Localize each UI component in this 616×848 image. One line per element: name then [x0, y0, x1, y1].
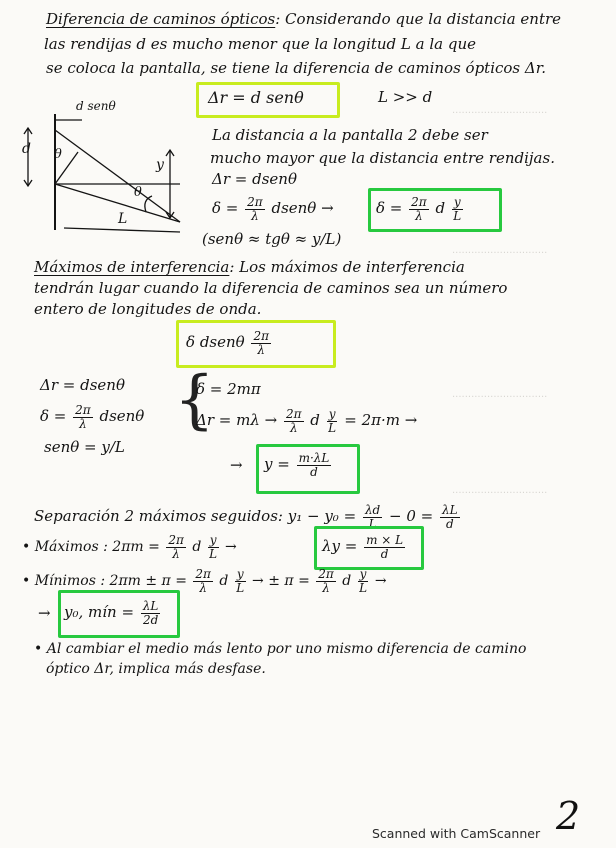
double-slit-diagram	[20, 100, 190, 250]
diagram-label-d: d	[22, 141, 31, 157]
section-title-path-difference: Diferencia de caminos ópticos	[46, 10, 276, 28]
bleed-through-text: ······························	[452, 488, 548, 499]
bleed-through-text: ······························	[452, 248, 548, 259]
diagram-label-y: y	[156, 157, 164, 173]
system-eq-phase: δ = $\frac{2\pi}{\lambda}$ dsenθ	[40, 403, 145, 431]
diagram-label-L: L	[118, 211, 128, 227]
bullet-minima: • Mínimos : 2πm ± π = $\frac{2\pi}{\lambda}$ d $\frac{y}{L}$ → ± π = $\frac{2\pi}{\lambda}$ d $\frac{y}{L}$ →	[22, 567, 387, 595]
bullet-maxima: • Máximos : 2πm = $\frac{2\pi}{\lambda}$ d $\frac{y}{L}$ →	[22, 533, 237, 561]
formula-delta-yM: λy = $\frac{m \times L}{d}$	[322, 533, 404, 561]
formula-path-diff-restated: Δr = dsenθ	[212, 170, 297, 188]
note-distance-line-2: mucho mayor que la distancia entre rendijas.	[210, 149, 555, 167]
conclusion-line-1: • Al cambiar el medio más lento por uno mismo diferencia de camino	[34, 641, 527, 657]
condition-L-much-greater-d: L >> d	[378, 88, 433, 106]
bleed-through-text: ······························	[452, 108, 548, 119]
arrow-to-ymax: →	[230, 456, 243, 474]
condition-dr-m-lambda: Δr = mλ → $\frac{2\pi}{\lambda}$ d $\frac{y}{L}$ = 2π·m →	[196, 407, 418, 435]
formula-y0min: y₀, mín = $\frac{\lambda L}{2d}$	[64, 599, 159, 627]
maxima-line-3: entero de longitudes de onda.	[34, 300, 262, 318]
separation-line: Separación 2 máximos seguidos: y₁ − y₀ = $\frac{\lambda d}{L}$ − 0 = $\frac{\lambda L}{d}$	[34, 503, 458, 531]
conclusion-line-2: óptico Δr, implica más desfase.	[46, 661, 266, 677]
curly-brace: {	[174, 363, 215, 437]
maxima-line-2: tendrán lugar cuando la diferencia de caminos sea un número	[34, 279, 508, 297]
formula-phase-difference: δ = $\frac{2\pi}{\lambda}$ dsenθ →	[212, 195, 334, 223]
system-eq-path-diff: Δr = dsenθ	[40, 376, 125, 394]
system-eq-sin: senθ = y/L	[44, 438, 125, 456]
intro-line-1: Diferencia de caminos ópticos: Considerando que la distancia entre	[46, 10, 562, 28]
scanner-watermark: Scanned with CamScanner	[372, 826, 541, 841]
note-distance-line-1: La distancia a la pantalla 2 debe ser	[212, 126, 488, 144]
diagram-label-theta-2: θ	[134, 185, 142, 200]
intro-line-2: las rendijas d es mucho menor que la longitud L a la que	[44, 35, 477, 53]
formula-ymax: y = $\frac{m\cdot\lambda L}{d}$	[264, 451, 330, 479]
page-number: 2	[556, 794, 581, 838]
formula-phase-result: δ = $\frac{2\pi}{\lambda}$ d $\frac{y}{L}$	[376, 195, 462, 223]
formula-path-difference: Δr = d senθ	[208, 88, 304, 107]
bleed-through-text: ······························	[452, 392, 548, 403]
maxima-line-1: Máximos de interferencia: Los máximos de interferencia	[34, 258, 465, 276]
intro-line-3: se coloca la pantalla, se tiene la diferencia de caminos ópticos Δr.	[46, 59, 547, 77]
arrow-to-y0min: →	[38, 604, 51, 622]
section-title-maxima: Máximos de interferencia	[34, 258, 230, 276]
diagram-label-theta: θ	[54, 147, 62, 162]
small-angle-approximation: (senθ ≈ tgθ ≈ y/L)	[202, 230, 342, 248]
formula-delta-dr: δ dsenθ $\frac{2\pi}{\lambda}$	[186, 329, 269, 357]
condition-delta-2m-pi: δ = 2mπ	[196, 380, 261, 398]
diagram-label-d-sin: d senθ	[76, 99, 116, 113]
